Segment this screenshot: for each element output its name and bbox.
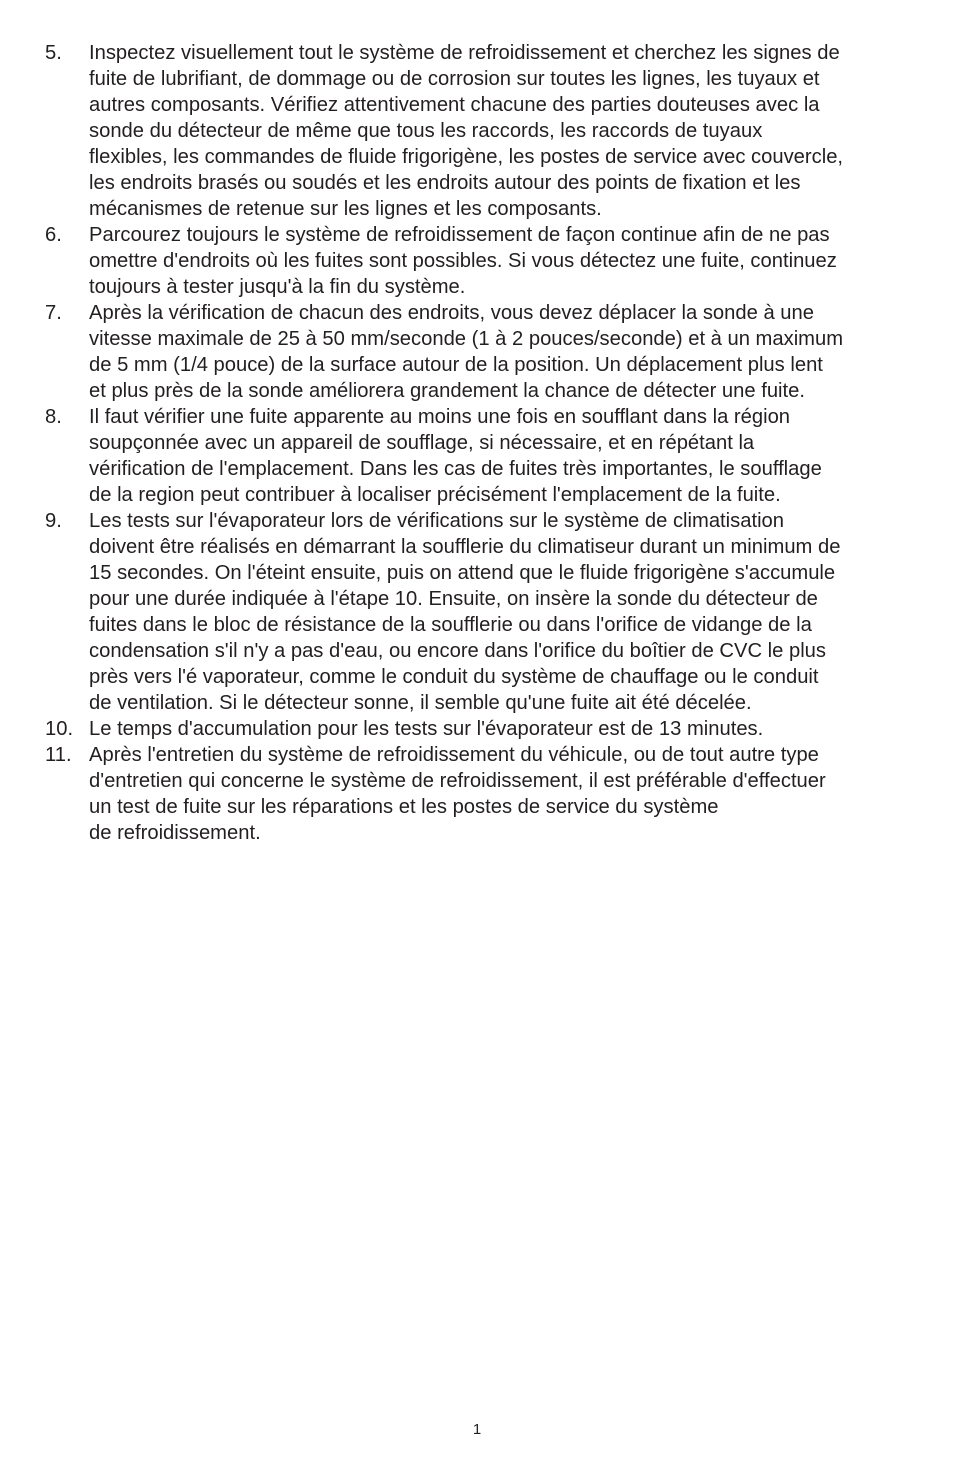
item-number: 10. (45, 718, 74, 740)
item-text: Parcourez toujours le système de refroidissement de façon continue afin de ne pas omettre d'endroits où les fuites sont possibles. Si vous détectez une fuite, continuez toujours à tester jusqu'à la fin du système. (89, 224, 837, 298)
instruction-list (0, 40, 954, 846)
list-item (0, 716, 954, 742)
list-item (0, 300, 954, 404)
item-text: Les tests sur l'évaporateur lors de vérifications sur le système de climatisation doivent être réalisés en démarrant la soufflerie du climatiseur durant un minimum de 15 secondes. On l'éteint ensuite, puis on attend que le fluide frigorigène s'accumule pour une durée indiquée à l'étape 10. Ensuite, on insère la sonde du détecteur de fuites dans le bloc de résistance de la soufflerie ou dans l'orifice de vidange de la condensation s'il n'y a pas d'eau, ou encore dans l'orifice du boîtier de CVC le plus près vers l'é vaporateur, comme le conduit du système de chauffage ou le conduit de ventilation. Si le détecteur sonne, il semble qu'une fuite ait été décelée. (89, 510, 841, 714)
list-item (0, 508, 954, 716)
item-text: Il faut vérifier une fuite apparente au moins une fois en soufflant dans la région soupçonnée avec un appareil de soufflage, si nécessaire, et en répétant la vérification de l'emplacement. Dans les cas de fuites très importantes, le soufflage de la region peut contribuer à localiser précisément l'emplacement de la fuite. (89, 406, 822, 506)
page-number: 1 (472, 1421, 482, 1438)
item-text: Après la vérification de chacun des endroits, vous devez déplacer la sonde à une vitesse maximale de 25 à 50 mm/seconde (1 à 2 pouces/seconde) et à un maximum de 5 mm (1/4 pouce) de la surface autour de la position. Un déplacement plus lent et plus près de la sonde améliorera grandement la chance de détecter une fuite. (89, 302, 844, 402)
list-item (0, 40, 954, 222)
item-number: 6. (45, 224, 62, 246)
item-number: 8. (45, 406, 62, 428)
item-text: Le temps d'accumulation pour les tests sur l'évaporateur est de 13 minutes. (89, 718, 764, 740)
list-item (0, 404, 954, 508)
item-number: 5. (45, 42, 62, 64)
item-text: Après l'entretien du système de refroidissement du véhicule, ou de tout autre type d'entretien qui concerne le système de refroidissement, il est préférable d'effectuer un test de fuite sur les réparations et les postes de service du système de refroidissement. (89, 744, 826, 844)
list-item (0, 222, 954, 300)
item-text: Inspectez visuellement tout le système de refroidissement et cherchez les signes de fuite de lubrifiant, de dommage ou de corrosion sur toutes les lignes, les tuyaux et autres composants. Vérifiez attentivement chacune des parties douteuses avec la sonde du détecteur de même que tous les raccords, les raccords de tuyaux flexibles, les commandes de fluide frigorigène, les postes de service avec couvercle, les endroits brasés ou soudés et les endroits autour des points de fixation et les mécanismes de retenue sur les lignes et les composants. (89, 42, 844, 220)
item-number: 7. (45, 302, 62, 324)
item-number: 9. (45, 510, 62, 532)
list-item (0, 742, 954, 846)
item-number: 11. (45, 744, 72, 766)
